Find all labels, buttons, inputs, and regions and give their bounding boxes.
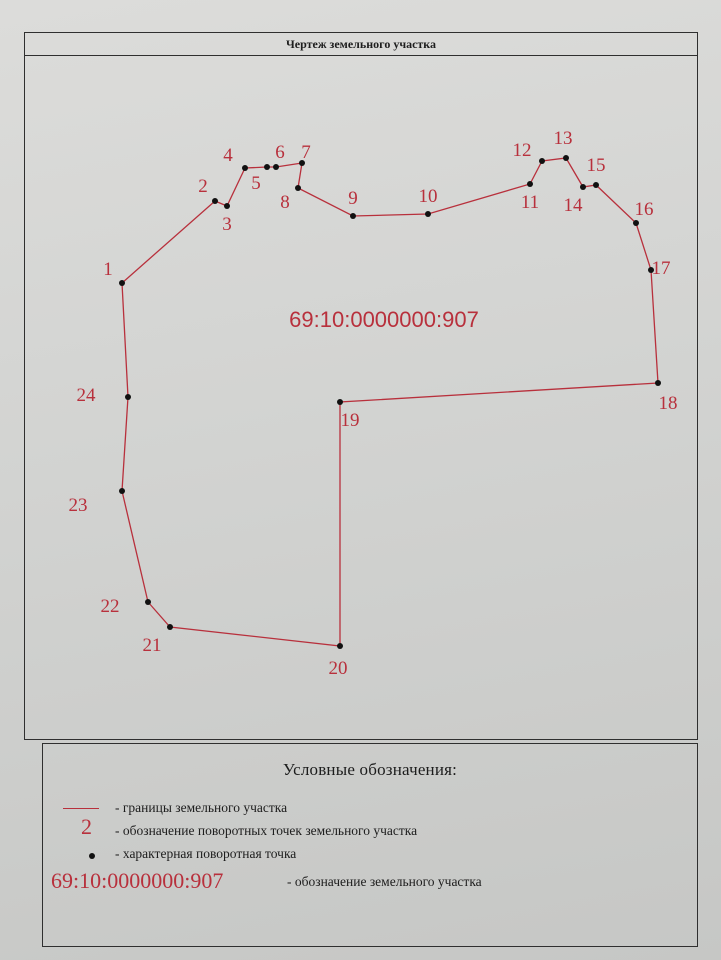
turning-point-9 <box>350 213 356 219</box>
turning-point-23 <box>119 488 125 494</box>
point-label-1: 1 <box>103 259 113 280</box>
turning-point-22 <box>145 599 151 605</box>
boundary-line-symbol <box>63 808 99 809</box>
turning-point-10 <box>425 211 431 217</box>
point-label-24: 24 <box>76 385 96 406</box>
point-label-4: 4 <box>223 145 233 166</box>
turning-point-19 <box>337 399 343 405</box>
legend-row-turning-point <box>43 846 697 870</box>
point-label-13: 13 <box>553 128 573 149</box>
turning-point-1 <box>119 280 125 286</box>
turning-point-12 <box>539 158 545 164</box>
point-label-5: 5 <box>251 173 261 194</box>
turning-point-16 <box>633 220 639 226</box>
point-label-8: 8 <box>280 192 290 213</box>
point-number-symbol: 2 <box>81 814 92 839</box>
turning-point-5 <box>264 164 270 170</box>
point-label-18: 18 <box>658 393 678 414</box>
point-label-15: 15 <box>586 155 606 176</box>
point-label-11: 11 <box>520 192 540 213</box>
turning-point-21 <box>167 624 173 630</box>
legend-row-cadastral <box>43 868 697 898</box>
legend-title: Условные обозначения: <box>282 760 458 779</box>
plot-boundary <box>122 158 658 646</box>
turning-point-3 <box>224 203 230 209</box>
legend-box <box>42 743 698 947</box>
legend-text-turning-point: - характерная поворотная точка <box>115 846 297 861</box>
point-label-12: 12 <box>512 140 532 161</box>
cadastral-symbol: 69:10:0000000:907 <box>51 868 224 893</box>
turning-point-15 <box>593 182 599 188</box>
legend-text-point-number: - обозначение поворотных точек земельного участка <box>115 823 418 838</box>
legend-text-boundary: - границы земельного участка <box>115 800 288 815</box>
turning-point-dot-symbol <box>89 853 95 859</box>
turning-point-4 <box>242 165 248 171</box>
legend-text-cadastral: - обозначение земельного участка <box>287 874 482 889</box>
point-label-23: 23 <box>68 495 88 516</box>
point-label-10: 10 <box>418 186 438 207</box>
point-label-2: 2 <box>198 176 208 197</box>
cadastral-number-label: 69:10:0000000:907 <box>289 307 479 332</box>
point-label-14: 14 <box>563 195 583 216</box>
turning-point-14 <box>580 184 586 190</box>
point-label-20: 20 <box>328 658 348 679</box>
point-label-7: 7 <box>301 142 311 163</box>
drawing-title: Чертеж земельного участка <box>25 33 697 56</box>
point-label-16: 16 <box>634 199 654 220</box>
point-label-9: 9 <box>348 188 358 209</box>
point-label-22: 22 <box>100 596 120 617</box>
turning-point-13 <box>563 155 569 161</box>
point-label-6: 6 <box>275 142 285 163</box>
turning-point-24 <box>125 394 131 400</box>
point-label-19: 19 <box>340 410 360 431</box>
point-label-21: 21 <box>142 635 162 656</box>
point-label-17: 17 <box>651 258 671 279</box>
turning-point-11 <box>527 181 533 187</box>
turning-point-18 <box>655 380 661 386</box>
legend-row-point-number <box>43 814 697 847</box>
turning-point-20 <box>337 643 343 649</box>
turning-point-8 <box>295 185 301 191</box>
turning-point-6 <box>273 164 279 170</box>
legend-row-boundary <box>43 800 697 824</box>
point-label-3: 3 <box>222 214 232 235</box>
turning-point-2 <box>212 198 218 204</box>
